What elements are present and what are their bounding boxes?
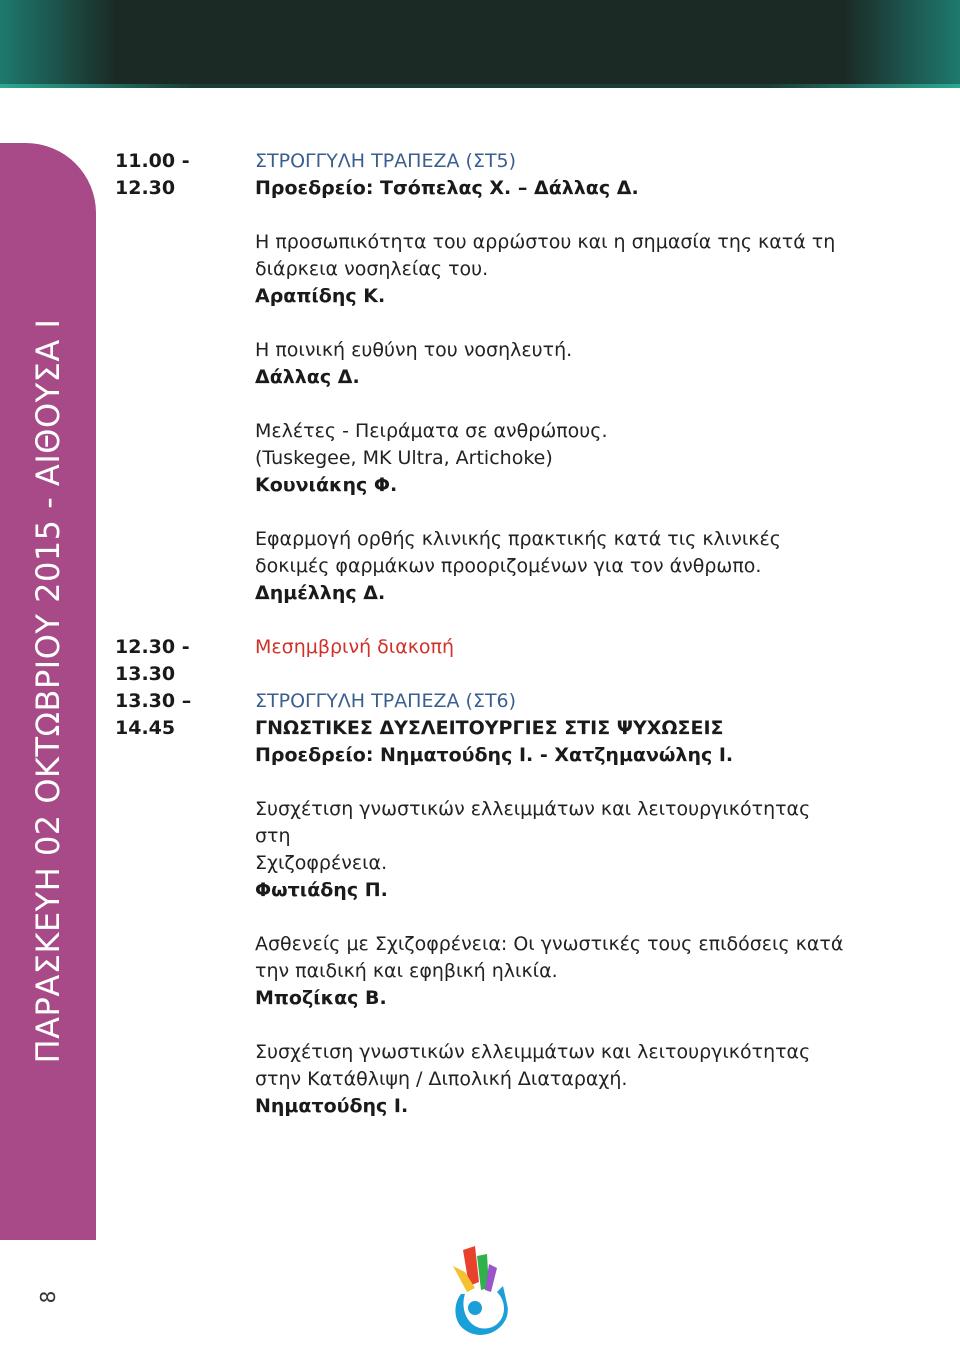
break-block (115, 634, 845, 685)
talk-item (255, 229, 845, 310)
talk-title-line: Σχιζοφρένεια. (255, 852, 388, 874)
talk-speaker: Κουνιάκης Φ. (255, 474, 398, 496)
talk-title-line: Μελέτες - Πειράματα σε ανθρώπους. (255, 420, 608, 442)
talk-speaker: Δάλλας Δ. (255, 366, 360, 388)
top-header-band (0, 0, 960, 88)
break-label: Μεσημβρινή διακοπή (255, 636, 455, 658)
talk-item (255, 526, 845, 607)
break-time: 12.30 - 13.30 (115, 636, 190, 685)
talk-speaker: Φωτιάδης Π. (255, 879, 388, 901)
session-title: ΣΤΡΟΓΓΥΛΗ ΤΡΑΠΕΖΑ (ΣΤ6) (255, 690, 517, 712)
session-time: 11.00 - 12.30 (115, 150, 190, 199)
talk-title-line: Συσχέτιση γνωστικών ελλειμμάτων και λειτουργικότητας στη (255, 798, 811, 847)
talk-title-line: την παιδική και εφηβική ηλικία. (255, 960, 558, 982)
program-content (115, 148, 845, 1120)
talk-item (255, 337, 845, 391)
session-chairs: Προεδρείο: Τσόπελας Χ. – Δάλλας Δ. (255, 177, 639, 199)
session-subtitle: ΓΝΩΣΤΙΚΕΣ ΔΥΣΛΕΙΤΟΥΡΓΙΕΣ ΣΤΙΣ ΨΥΧΩΣΕΙΣ (255, 717, 724, 739)
conference-logo-icon (445, 1242, 525, 1342)
talk-title-line: Ασθενείς με Σχιζοφρένεια: Οι γνωστικές τους επιδόσεις κατά (255, 933, 844, 955)
talk-item (255, 418, 845, 499)
talk-title-line: Εφαρμογή ορθής κλινικής πρακτικής κατά τις κλινικές (255, 528, 781, 550)
talk-title-line: Η προσωπικότητα του αρρώστου και η σημασία της κατά τη (255, 231, 836, 253)
talk-speaker: Δημέλλης Δ. (255, 582, 386, 604)
talk-title-line: στην Κατάθλιψη / Διπολική Διαταραχή. (255, 1068, 628, 1090)
session-time: 13.30 – 14.45 (115, 690, 192, 739)
session-title: ΣΤΡΟΓΓΥΛΗ ΤΡΑΠΕΖΑ (ΣΤ5) (255, 150, 517, 172)
page-number: 8 (36, 1290, 60, 1304)
talk-title-line: Συσχέτιση γνωστικών ελλειμμάτων και λειτουργικότητας (255, 1041, 811, 1063)
session-block (115, 688, 845, 1120)
talk-title-line: (Tuskegee, MK Ultra, Artichoke) (255, 447, 553, 469)
talk-item (255, 796, 845, 904)
sidebar-date-label: ΠΑΡΑΣΚΕΥΗ 02 ΟΚΤΩΒΡΙΟΥ 2015 - ΑΙΘΟΥΣΑ Ι (29, 318, 67, 1064)
talk-item (255, 1039, 845, 1120)
talk-speaker: Αραπίδης Κ. (255, 285, 386, 307)
talk-title-line: Η ποινική ευθύνη του νοσηλευτή. (255, 339, 573, 361)
talk-title-line: δοκιμές φαρμάκων προοριζομένων για τον άνθρωπο. (255, 555, 762, 577)
session-block (115, 148, 845, 607)
page-number-box (0, 1240, 96, 1355)
talk-item (255, 931, 845, 1012)
talk-speaker: Νηματούδης Ι. (255, 1095, 409, 1117)
session-chairs: Προεδρείο: Νηματούδης Ι. - Χατζημανώλης Ι. (255, 744, 734, 766)
talk-title-line: διάρκεια νοσηλείας του. (255, 258, 489, 280)
sidebar-date-room (0, 143, 96, 1240)
talk-speaker: Μποζίκας Β. (255, 987, 387, 1009)
